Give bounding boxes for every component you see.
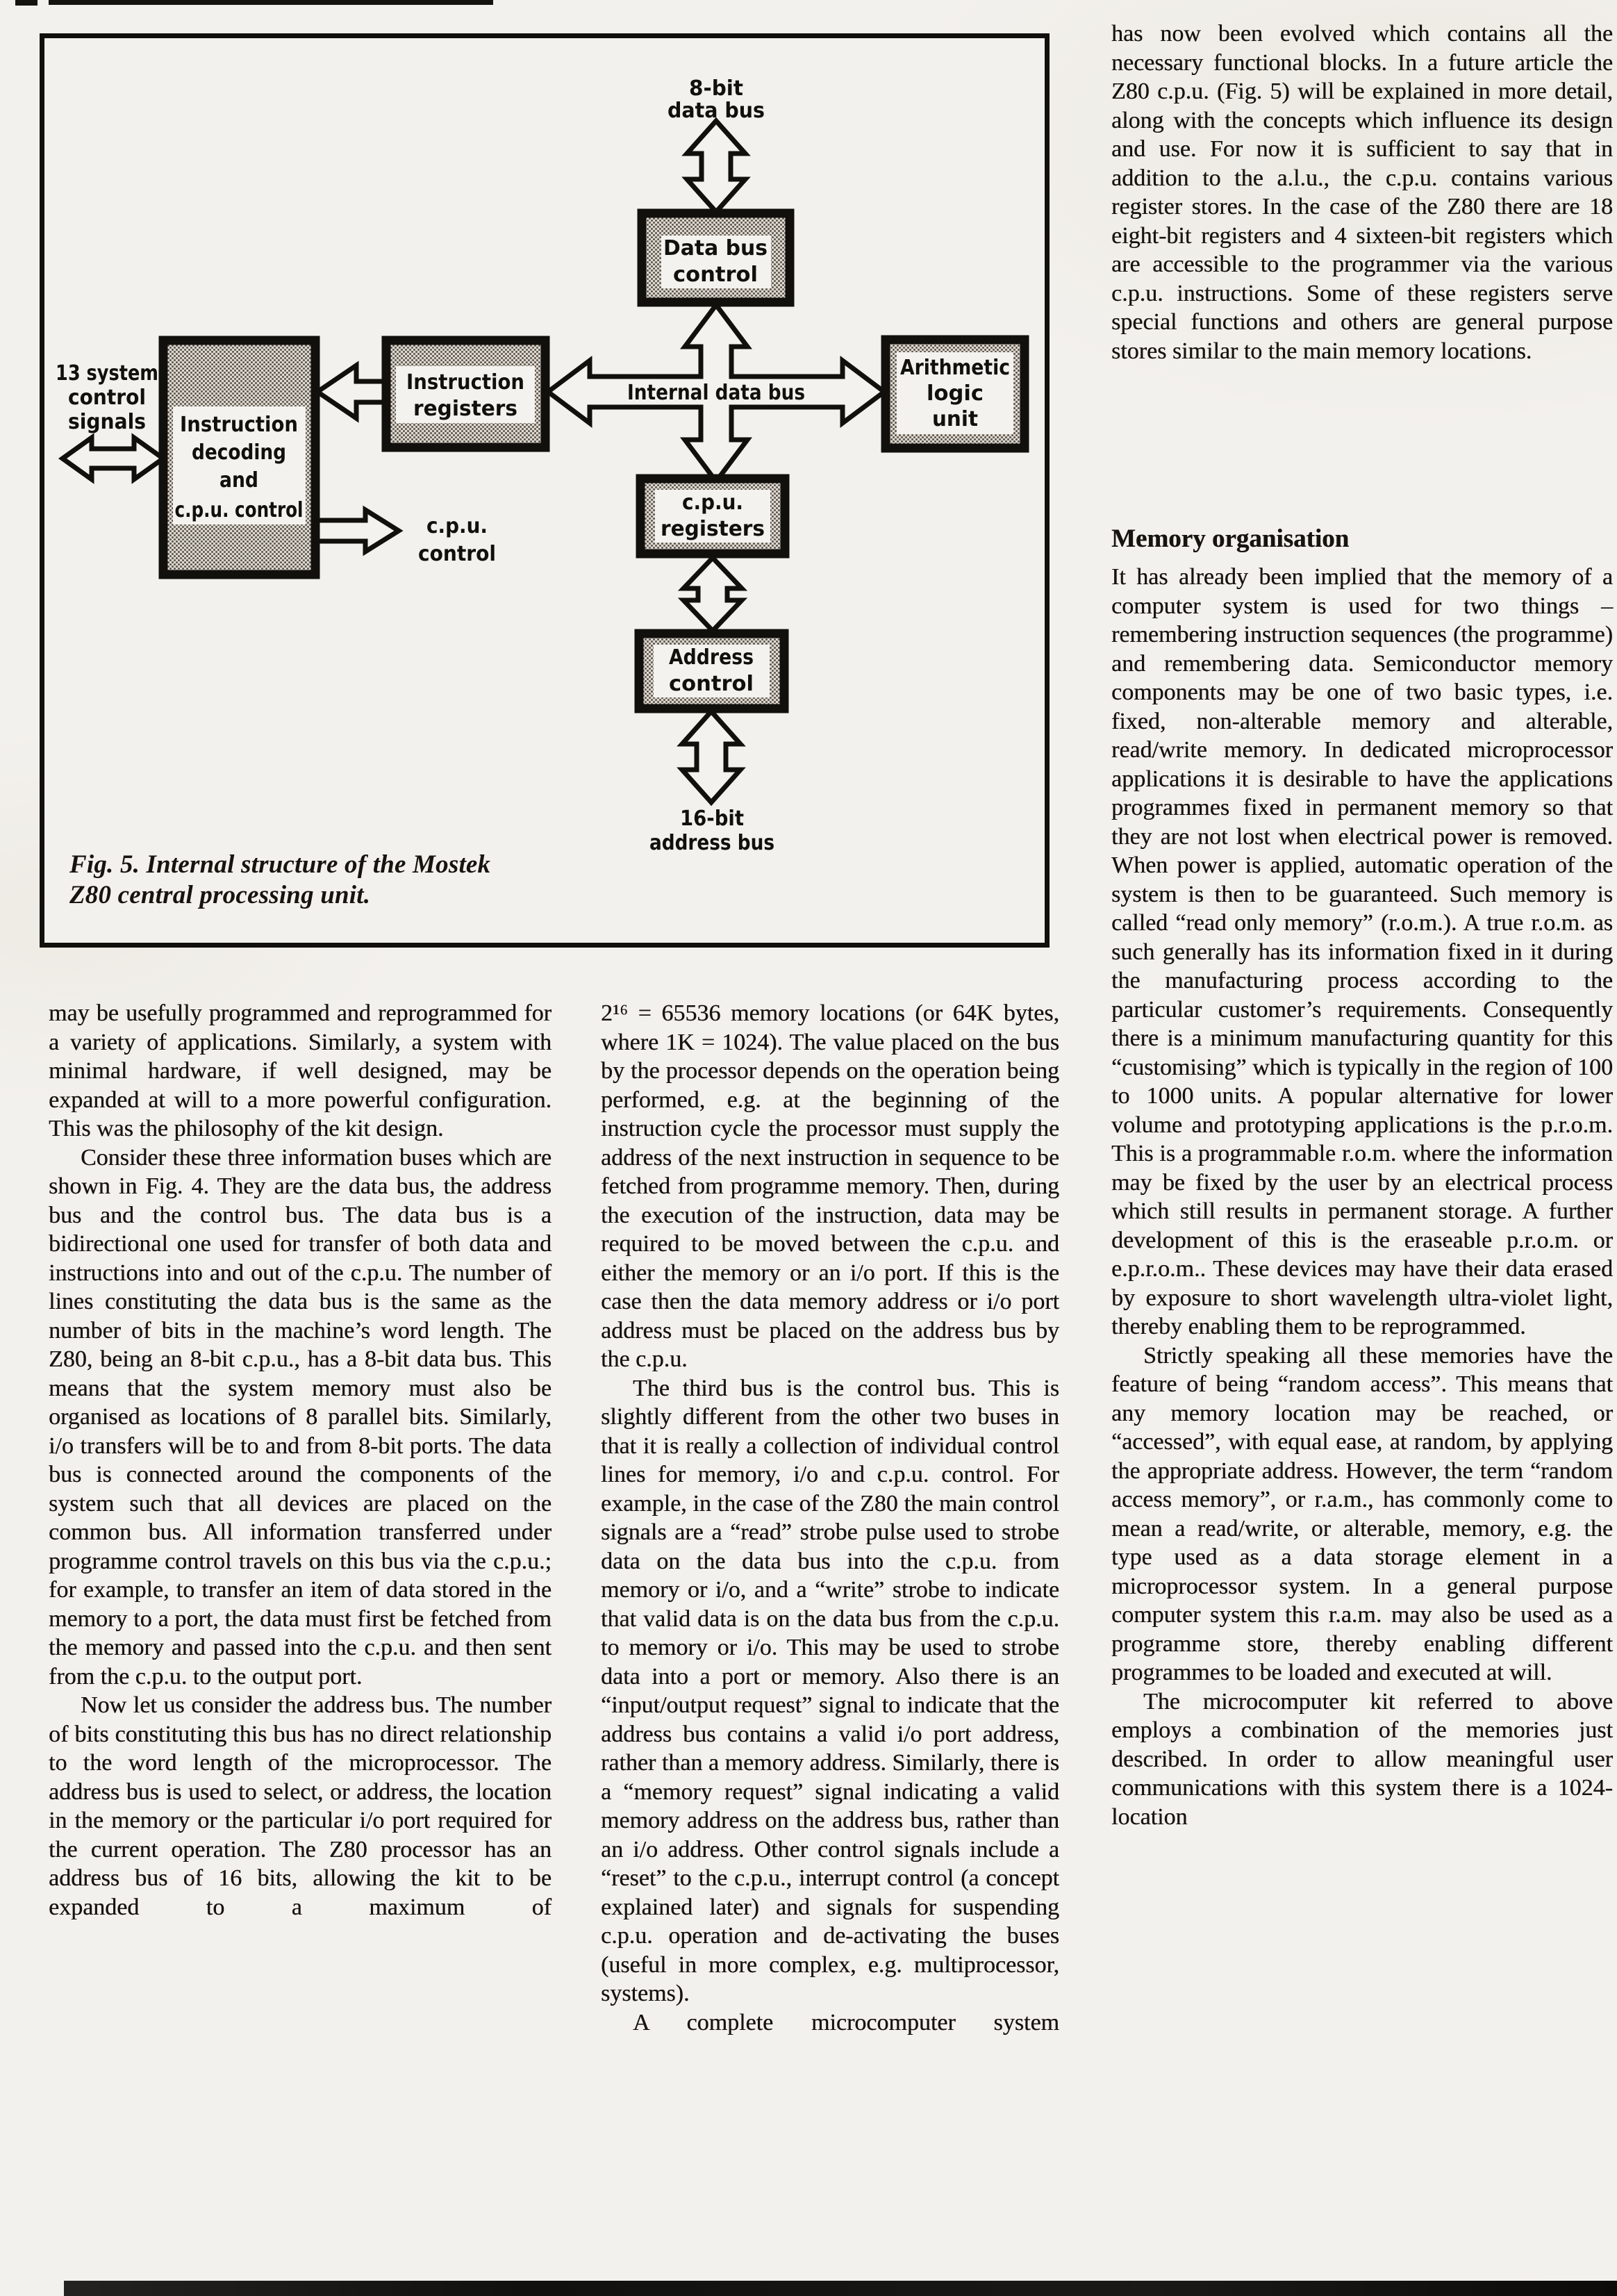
instruction-to-decoding-arrow: [317, 365, 388, 418]
figure-caption-line: Fig. 5. Internal structure of the Mostek: [69, 850, 491, 879]
svg-text:registers: registers: [661, 517, 765, 541]
svg-text:Instruction: Instruction: [406, 370, 524, 395]
column-left: [49, 999, 552, 1922]
box-cpu-registers: [640, 479, 785, 554]
svg-text:c.p.u. control: c.p.u. control: [174, 498, 304, 522]
label-internal-data-bus: Internal data bus: [627, 381, 805, 405]
svg-text:c.p.u.: c.p.u.: [426, 514, 488, 538]
registers-address-arrow: [683, 558, 742, 631]
top-rule: [49, 0, 493, 5]
svg-text:logic: logic: [927, 381, 984, 406]
svg-text:Instruction: Instruction: [180, 413, 298, 437]
box-data-bus-control: [642, 213, 790, 302]
bottom-scan-edge: [64, 2281, 1617, 2296]
system-signals-arrow: [63, 438, 163, 479]
figure-caption: [69, 850, 490, 911]
address-bus-arrow: [682, 711, 740, 802]
column-middle: [601, 999, 1059, 2037]
box-instruction-registers: [386, 340, 545, 447]
svg-text:signals: signals: [68, 410, 146, 434]
svg-text:registers: registers: [413, 397, 517, 421]
svg-text:control: control: [68, 386, 146, 410]
svg-text:16-bit: 16-bit: [680, 807, 744, 831]
paragraph: Now let us consider the address bus. The number of bits constituting this bus has no direct relationship to the word length of the microprocessor. The address bus is used to select, or address, the location in the memory or the particular i/o port required for the current operation. The Z80 processor has an address bus of 16 bits, allowing the kit to be expanded to a maximum of: [49, 1692, 552, 1920]
label-16bit-address-bus: [649, 807, 774, 855]
box-instruction-decoding: [163, 340, 315, 575]
corner-mark: [15, 0, 38, 6]
paragraph: The microcomputer kit referred to above employs a combination of the memories just described. In order to allow meaningful user communications with this system there is a 1024-location: [1111, 1688, 1613, 1830]
label-cpu-control: [418, 514, 496, 566]
figure-5: [40, 33, 1050, 948]
svg-text:c.p.u.: c.p.u.: [682, 490, 743, 515]
svg-text:control: control: [673, 263, 758, 287]
paragraph: Strictly speaking all these memories have the feature of being “random access”. This means that any memory location may be reached, or “accessed”, with equal ease, at random, by applying the appropriate address. However, the term “random access memory”, or r.a.m., has commonly come to mean a read/write, or alterable, memory, e.g. the type used as a data storage element in a microprocessor system. In a general purpose computer system this r.a.m. may also be used as a programme store, thereby enabling different programmes to be loaded and executed at will.: [1111, 1342, 1613, 1685]
z80-block-diagram: [44, 38, 1045, 943]
svg-text:13 system: 13 system: [56, 361, 158, 386]
label-system-control-signals: [56, 361, 158, 434]
box-address-control: [639, 634, 784, 709]
svg-text:unit: unit: [932, 407, 978, 431]
svg-text:decoding: decoding: [192, 440, 286, 465]
svg-text:and: and: [219, 468, 258, 493]
cpu-control-arrow: [315, 510, 399, 552]
svg-text:Arithmetic: Arithmetic: [900, 356, 1010, 380]
paragraph: has now been evolved which contains all the necessary functional blocks. In a future article the Z80 c.p.u. (Fig. 5) will be explained in more detail, along with the concepts which influence its design and use. For now it is sufficient to say that in addition to the a.l.u., the c.p.u. contains various register stores. In the case of the Z80 there are 18 eight-bit registers and 4 sixteen-bit registers which are accessible to the programmer via the various c.p.u. instructions. Some of these registers serve special functions and others are general purpose stores similar to the main memory locations.: [1111, 21, 1613, 364]
data-bus-arrow: [687, 121, 745, 212]
svg-text:data bus: data bus: [667, 99, 765, 123]
paragraph: It has already been implied that the memory of a computer system is used for two things – remembering instruction sequences (the programme) and remembering data. Semiconductor memory components may be one of two basic types, i.e. fixed, non-alterable memory and alterable, read/write memory. In dedicated microprocessor applications it is desirable to have the applications programmes fixed in permanent memory so that they are not lost when electrical power is removed. When power is applied, automatic operation of the system is then to be guaranteed. Such memory is called “read only memory” (r.o.m.). A true r.o.m. as such generally has its information fixed in it during the manufacturing process according to the particular customer’s requirements. Consequently there is a minimum manufacturing quantity for this “customising” which is typically in the region of 100 to 1000 units. A popular alternative for lower volume and prototyping applications is the p.r.o.m. This is a programmable r.o.m. where the information may be fixed by the user by an electrical process which still results in permanent storage. A further development of this is the eraseable p.r.o.m. or e.p.r.o.m.. These devices may have their data erased by exposure to short wavelength ultra-violet light, thereby enabling them to be reprogrammed.: [1111, 564, 1613, 1339]
svg-text:control: control: [669, 672, 754, 696]
paragraph: A complete microcomputer system: [633, 2009, 1059, 2035]
label-8bit-data-bus: [667, 76, 765, 123]
column-right: [1111, 19, 1613, 1831]
paragraph: may be usefully programmed and reprogrammed for a variety of applications. Similarly, a system with minimal hardware, if well designed, may be expanded at will to a more powerful configuration. This was the philosophy of the kit design.: [49, 1000, 552, 1141]
figure-caption-line: Z80 central processing unit.: [69, 881, 371, 909]
svg-text:Address: Address: [669, 645, 754, 670]
paragraph: Consider these three information buses which are shown in Fig. 4. They are the data bus, the address bus and the control bus. The data bus is a bidirectional one used for transfer of both data and instructions into and out of the c.p.u. The number of lines constituting the data bus is the same as the number of bits in the machine’s word length. The Z80, being an 8-bit c.p.u., has a 8-bit data bus. This means that the system memory must also be organised as locations of 8 parallel bits. Similarly, i/o transfers will be to and from 8-bit ports. The data bus is connected around the components of the system such that all devices are placed on the common bus. All information transferred under programme control travels on this bus via the c.p.u.; for example, to transfer an item of data stored in the memory to a port, the data must first be fetched from the memory and passed into the c.p.u. and then sent from the c.p.u. to the output port.: [49, 1144, 552, 1690]
svg-text:8-bit: 8-bit: [689, 76, 743, 101]
svg-text:address bus: address bus: [649, 831, 774, 855]
paragraph: The third bus is the control bus. This is slightly different from the other two buses in that it is really a collection of individual control lines for memory, i/o and c.p.u. control. For example, in the case of the Z80 the main control signals are a “read” strobe pulse used to strobe data on the data bus into the c.p.u. from memory or i/o, and a “write” strobe to indicate that valid data is on the data bus from the c.p.u. to memory or i/o. This may be used to strobe data into a port or memory. Also there is an “input/output request” signal to indicate that the address bus contains a valid i/o port address, rather than a memory address. Similarly, there is a “memory request” signal indicating a valid memory address on the address bus, rather than an i/o address. Other control signals include a “reset” to the c.p.u., interrupt control (a concept explained later) and signals for suspending c.p.u. operation and de-activating the buses (useful in more complex, e.g. multiprocessor, systems).: [601, 1375, 1059, 2006]
section-heading-memory-organisation: Memory organisation: [1111, 525, 1350, 553]
svg-text:control: control: [418, 542, 496, 566]
box-arithmetic-logic-unit: [886, 340, 1025, 448]
paragraph: 2¹⁶ = 65536 memory locations (or 64K bytes, where 1K = 1024). The value placed on the bus by the processor depends on the operation being performed, e.g. at the beginning of the instruction cycle the processor must supply the address of the next instruction in sequence to be fetched from programme memory. Then, during the execution of the instruction, data may be required to be moved between the c.p.u. and either the memory or an i/o port. If this is the case then the data memory address or i/o port address must be placed on the address bus by the c.p.u.: [601, 1000, 1059, 1372]
svg-text:Data bus: Data bus: [663, 236, 768, 261]
